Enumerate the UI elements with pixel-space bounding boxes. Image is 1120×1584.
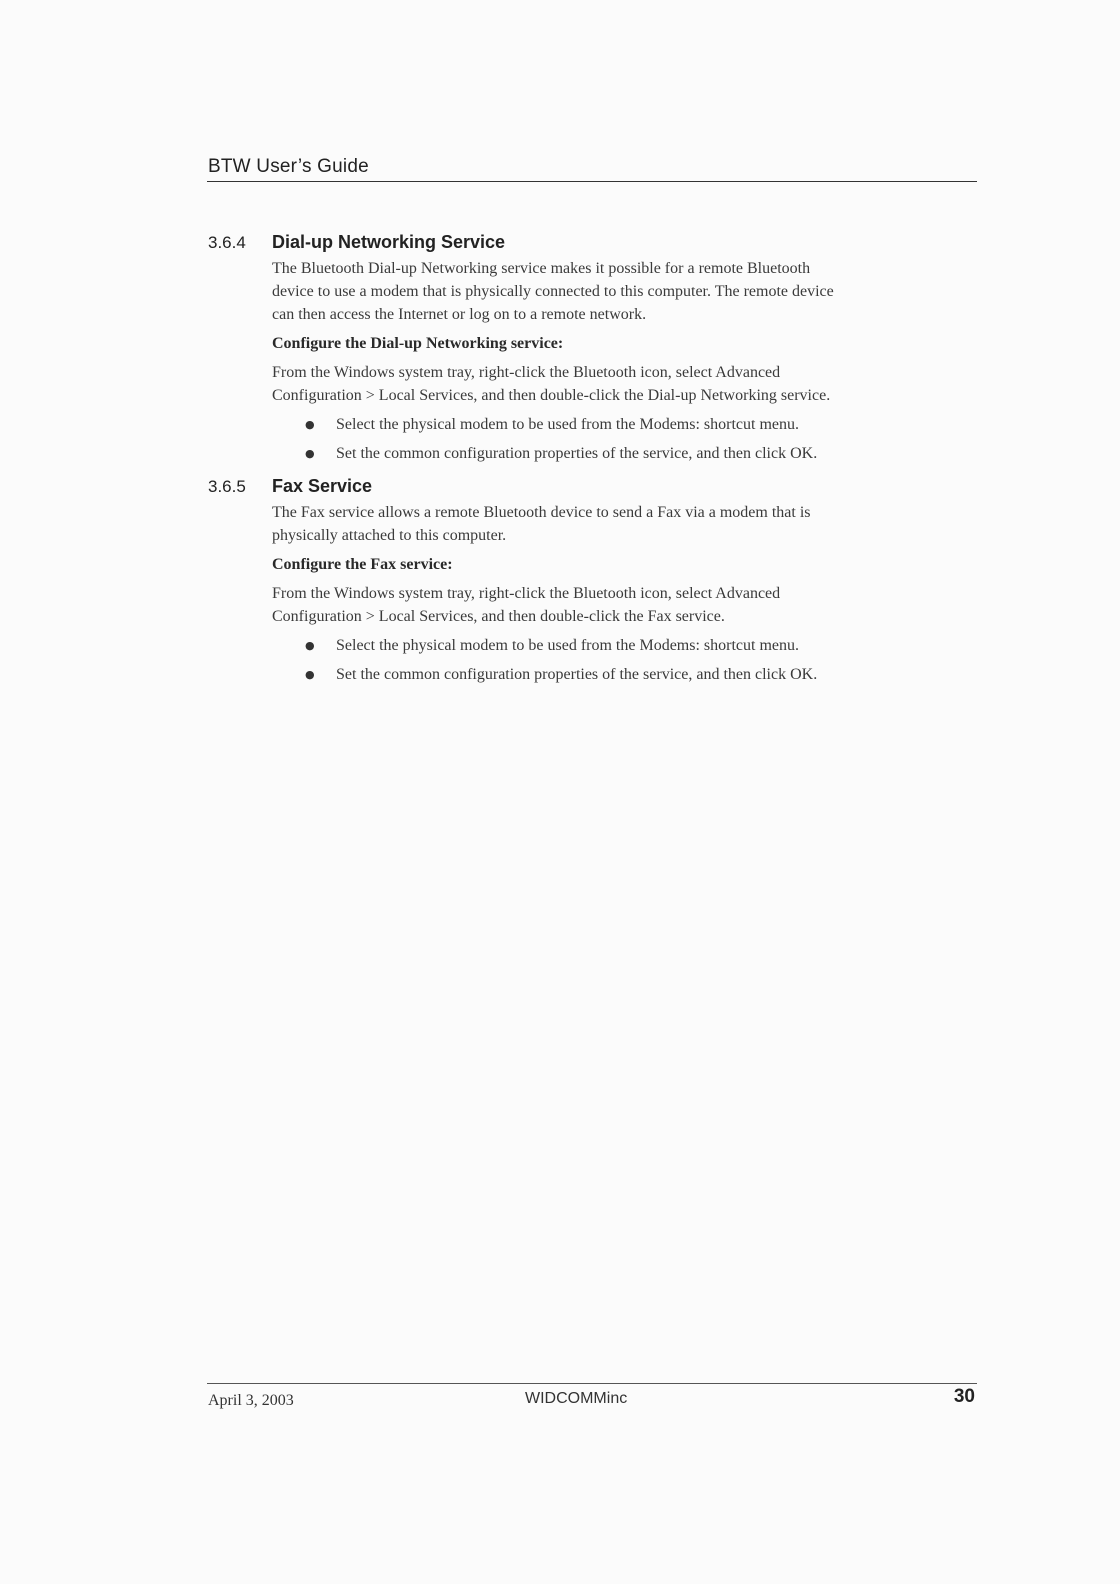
intro-line: The Bluetooth Dial-up Networking service makes it possible for a remote Bluetooth — [272, 260, 811, 277]
list-item-text: Set the common configuration properties of the service, and then click OK. — [336, 445, 818, 462]
list-item-text: Select the physical modem to be used from the Modems: shortcut menu. — [336, 637, 800, 654]
bullet-icon: ● — [305, 418, 315, 431]
section-number: 3.6.4 — [208, 233, 246, 252]
footer-date: April 3, 2003 — [208, 1392, 294, 1409]
section-title: Fax Service — [272, 476, 373, 496]
page-number: 30 — [953, 1386, 975, 1407]
bullet-icon: ● — [305, 668, 315, 681]
footer-company: WIDCOMMinc — [525, 1390, 628, 1407]
list-item — [272, 413, 972, 442]
intro-line: can then access the Internet or log on to a remote network. — [272, 306, 647, 323]
running-header-title: BTW User’s Guide — [208, 156, 369, 177]
configure-line: From the Windows system tray, right-click the Bluetooth icon, select Advanced — [272, 364, 781, 381]
bullet-icon: ● — [305, 447, 315, 460]
configure-line: Configuration > Local Services, and then double-click the Dial-up Networking service. — [272, 387, 831, 404]
configure-heading: Configure the Fax service: — [272, 556, 453, 573]
bullet-icon: ● — [305, 639, 315, 652]
list-item — [272, 663, 972, 692]
list-item-text: Select the physical modem to be used from the Modems: shortcut menu. — [336, 416, 800, 433]
bullet-list — [272, 634, 972, 692]
list-item-text: Set the common configuration properties of the service, and then click OK. — [336, 666, 818, 683]
section-body — [272, 501, 972, 692]
configure-line: Configuration > Local Services, and then double-click the Fax service. — [272, 608, 725, 625]
section-title: Dial-up Networking Service — [272, 232, 506, 252]
footer-divider — [207, 1383, 977, 1385]
configure-heading: Configure the Dial-up Networking service: — [272, 335, 564, 352]
section-number: 3.6.5 — [208, 477, 246, 496]
list-item — [272, 442, 972, 471]
intro-line: device to use a modem that is physically connected to this computer. The remote device — [272, 283, 834, 300]
section-body — [272, 257, 972, 471]
intro-line: The Fax service allows a remote Bluetooth device to send a Fax via a modem that is — [272, 504, 811, 521]
configure-line: From the Windows system tray, right-click the Bluetooth icon, select Advanced — [272, 585, 781, 602]
bullet-list — [272, 413, 972, 471]
intro-line: physically attached to this computer. — [272, 527, 507, 544]
header-divider — [207, 181, 977, 183]
list-item — [272, 634, 972, 663]
